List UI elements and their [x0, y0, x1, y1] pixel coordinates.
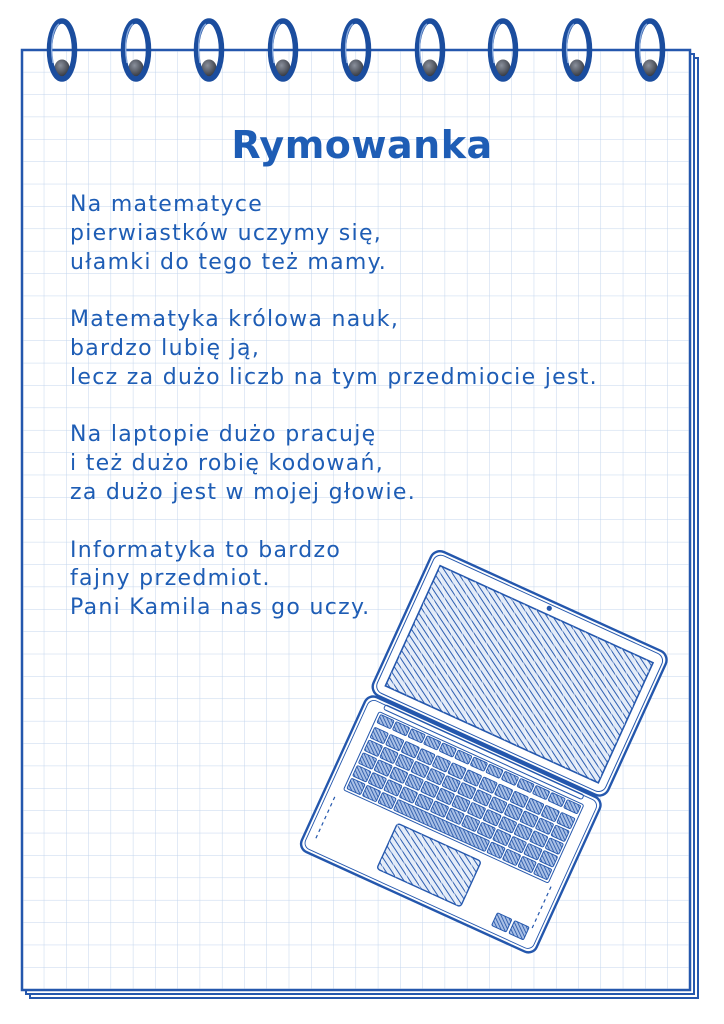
poem-line: za dużo jest w mojej głowie.: [70, 479, 417, 505]
poem-line: bardzo lubię ją,: [70, 335, 261, 361]
poem-line: Na laptopie dużo pracuję: [70, 422, 377, 448]
poem-line: fajny przedmiot.: [70, 566, 271, 592]
poem-line: i też dużo robię kodowań,: [70, 451, 385, 477]
poem-line: pierwiastków uczymy się,: [70, 220, 383, 246]
poem-line: ułamki do tego też mamy.: [70, 249, 388, 275]
poem-line: Pani Kamila nas go uczy.: [70, 595, 371, 621]
poem-line: Informatyka to bardzo: [70, 537, 342, 563]
poem-line: Na matematyce: [70, 192, 264, 217]
poem-title: Rymowanka: [231, 123, 493, 167]
laptop: [298, 548, 670, 955]
poem-line: lecz za dużo liczb na tym przedmiocie jest.: [70, 364, 598, 390]
poem-line: Matematyka królowa nauk,: [70, 307, 400, 333]
